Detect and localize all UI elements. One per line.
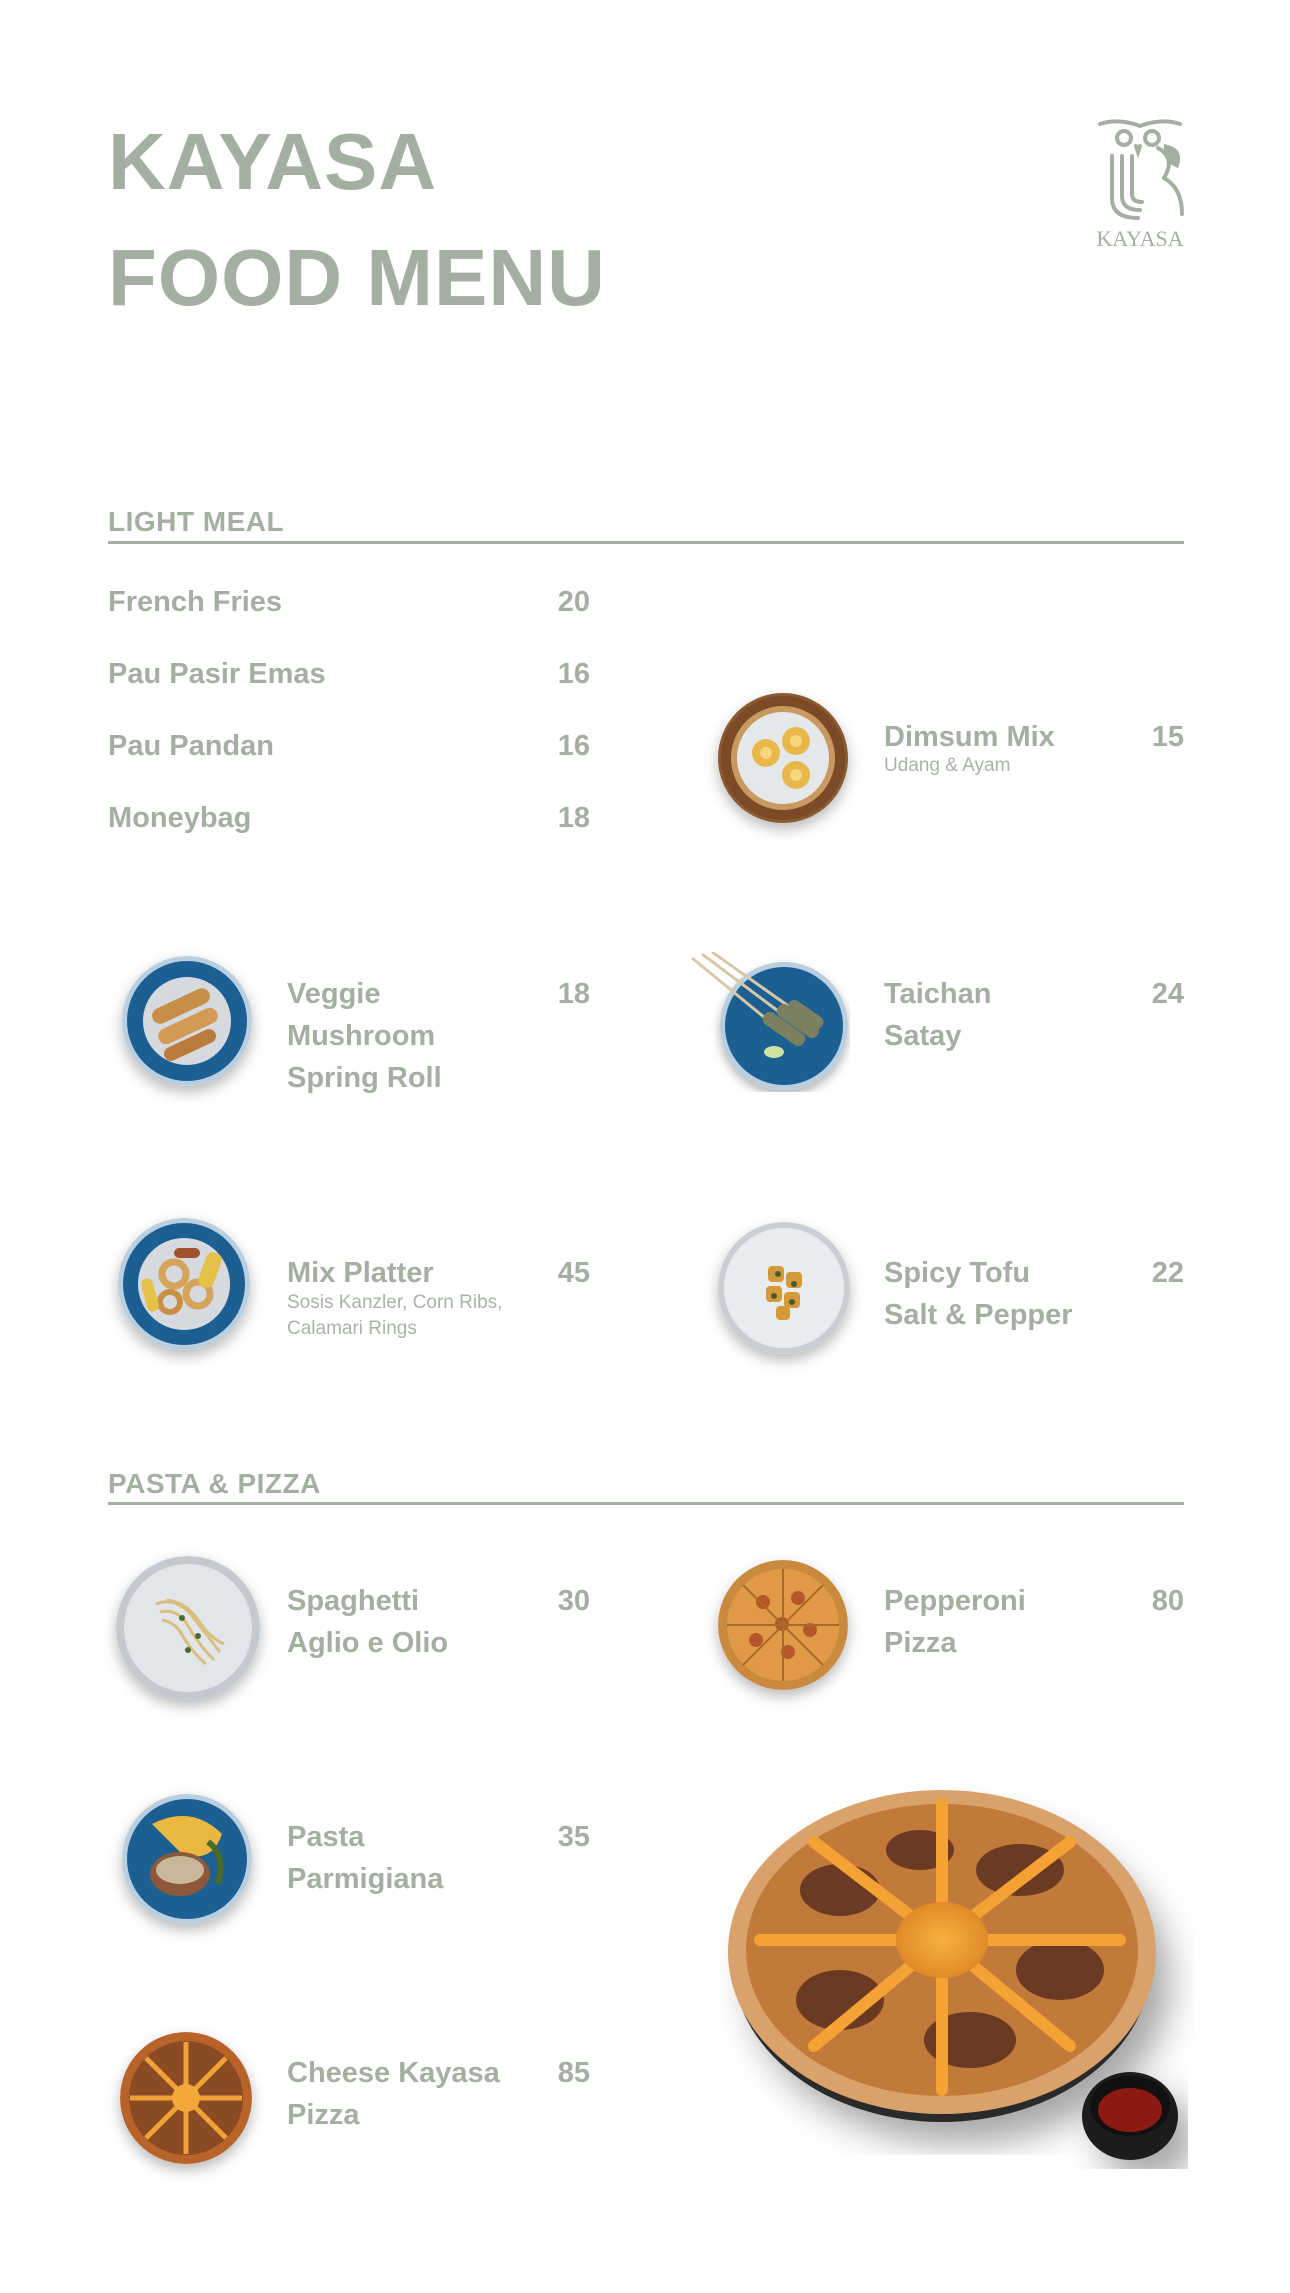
item-price-dimsum-mix: 15: [1151, 721, 1184, 753]
item-name-parmigiana-line2: Parmigiana: [287, 1863, 444, 1895]
item-name-pepperoni-line2: Pizza: [884, 1627, 957, 1659]
item-desc-mix-platter-line1: Sosis Kanzler, Corn Ribs,: [287, 1292, 503, 1313]
item-desc-dimsum-mix: Udang & Ayam: [884, 755, 1011, 776]
spaghetti-plate-icon: [116, 1556, 260, 1700]
item-price-spaghetti: 30: [557, 1585, 590, 1617]
section-divider: [108, 541, 1184, 544]
kayasa-logo: [1090, 118, 1190, 258]
tofu-plate-icon: [718, 1222, 850, 1354]
item-name-spaghetti-line1: Spaghetti: [287, 1585, 420, 1617]
item-name-taichan-line1: Taichan: [884, 978, 992, 1010]
item-price-veggie: 18: [557, 978, 590, 1010]
item-price-cheese: 85: [557, 2057, 590, 2089]
item-price-pepperoni: 80: [1151, 1585, 1184, 1617]
item-name-spicy-tofu-line1: Spicy Tofu: [884, 1257, 1031, 1289]
owl-logo-icon: [1090, 118, 1190, 228]
item-name-cheese-line2: Pizza: [287, 2099, 360, 2131]
menu-title-line1: KAYASA: [108, 117, 438, 206]
item-name-mix-platter: Mix Platter: [287, 1257, 434, 1289]
item-desc-mix-platter-line2: Calamari Rings: [287, 1318, 417, 1339]
item-name-moneybag: Moneybag: [108, 802, 252, 834]
large-pizza-with-sauce-icon: [720, 1760, 1220, 2180]
item-name-veggie-line1: Veggie: [287, 978, 381, 1010]
item-name-pau-pandan: Pau Pandan: [108, 730, 274, 762]
parmigiana-plate-icon: [122, 1794, 252, 1924]
item-price-spicy-tofu: 22: [1151, 1257, 1184, 1289]
section-title-light-meal: LIGHT MEAL: [108, 506, 285, 537]
item-name-spaghetti-line2: Aglio e Olio: [287, 1627, 449, 1659]
item-price-mix-platter: 45: [557, 1257, 590, 1289]
platter-plate-icon: [118, 1218, 250, 1350]
item-price-parmigiana: 35: [557, 1821, 590, 1853]
item-price-pau-pandan: 16: [557, 730, 590, 762]
item-price-pau-pasir-emas: 16: [557, 658, 590, 690]
section-title-pasta-pizza: PASTA & PIZZA: [108, 1468, 321, 1499]
item-name-parmigiana-line1: Pasta: [287, 1821, 365, 1853]
item-name-french-fries: French Fries: [108, 586, 283, 618]
item-name-veggie-line3: Spring Roll: [287, 1062, 442, 1094]
item-name-cheese-line1: Cheese Kayasa: [287, 2057, 500, 2089]
spring-roll-plate-icon: [122, 956, 252, 1086]
cheese-pizza-icon: [120, 2032, 252, 2164]
item-name-veggie-line2: Mushroom: [287, 1020, 436, 1052]
item-price-french-fries: 20: [557, 586, 590, 618]
item-name-taichan-line2: Satay: [884, 1020, 962, 1052]
item-name-spicy-tofu-line2: Salt & Pepper: [884, 1299, 1073, 1331]
pepperoni-pizza-icon: [718, 1560, 848, 1690]
item-price-moneybag: 18: [557, 802, 590, 834]
logo-wordmark: KAYASA: [1096, 226, 1184, 251]
item-price-taichan: 24: [1151, 978, 1184, 1010]
item-name-dimsum-mix: Dimsum Mix: [884, 721, 1055, 753]
item-name-pepperoni-line1: Pepperoni: [884, 1585, 1026, 1617]
dimsum-bamboo-plate-icon: [718, 693, 848, 823]
menu-title-line2: FOOD MENU: [108, 233, 606, 322]
item-name-pau-pasir-emas: Pau Pasir Emas: [108, 658, 326, 690]
section-divider: [108, 1502, 1184, 1505]
satay-plate-icon: [690, 952, 850, 1092]
